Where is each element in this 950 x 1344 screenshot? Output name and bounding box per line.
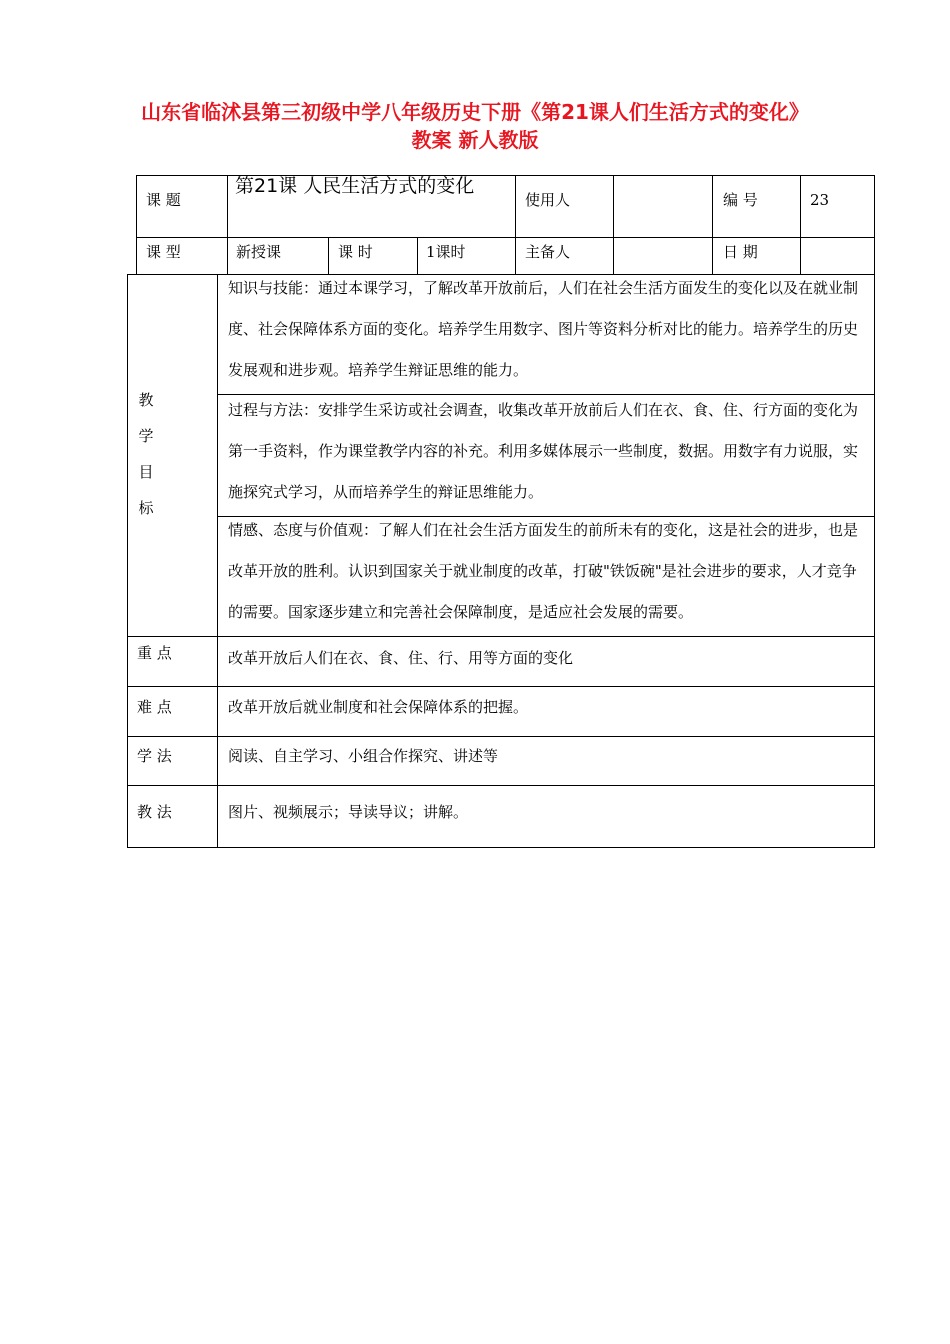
table-divider: [136, 237, 875, 238]
table-divider: [515, 175, 516, 275]
table-divider: [613, 175, 614, 275]
objectives-label-char: 教: [138, 391, 154, 409]
table-divider: [800, 175, 801, 275]
difficulty-value: 改革开放后就业制度和社会保障体系的把握。: [228, 698, 529, 716]
teach-method-value: 图片、视频展示；导读导议；讲解。: [228, 803, 469, 821]
table-divider: [227, 175, 228, 275]
hours-value: 1课时: [426, 243, 466, 261]
objectives-label-char: 目: [138, 463, 154, 481]
number-value: 23: [810, 191, 830, 209]
table-border-bottom: [127, 847, 875, 848]
objectives-label-char: 学: [138, 427, 154, 445]
key-point-label: 重 点: [137, 644, 172, 662]
table-divider: [127, 785, 875, 786]
type-value: 新授课: [236, 243, 282, 261]
number-label: 编 号: [723, 191, 758, 209]
table-divider: [712, 175, 713, 275]
table-divider: [127, 686, 875, 687]
table-border-left: [127, 274, 128, 848]
table-border-right: [874, 274, 875, 848]
topic-label: 课 题: [146, 191, 181, 209]
table-divider: [127, 736, 875, 737]
study-method-label: 学 法: [137, 747, 172, 765]
objectives-label-char: 标: [138, 499, 154, 517]
study-method-value: 阅读、自主学习、小组合作探究、讲述等: [228, 747, 499, 765]
type-label: 课 型: [146, 243, 181, 261]
preparer-label: 主备人: [525, 243, 571, 261]
hours-label: 课 时: [338, 243, 373, 261]
user-label: 使用人: [525, 191, 571, 209]
table-divider: [217, 274, 218, 848]
table-divider: [136, 175, 137, 275]
objectives-label: [136, 382, 156, 526]
date-label: 日 期: [723, 243, 758, 261]
title-line-2: 教案 新人教版: [411, 128, 539, 152]
title-line-1: 山东省临沭县第三初级中学八年级历史下册《第21课人们生活方式的变化》: [141, 100, 809, 124]
objective-process: 过程与方法：安排学生采访或社会调查，收集改革开放前后人们在衣、食、住、行方面的变化为第一手资料，作为课堂教学内容的补充。利用多媒体展示一些制度，数据。用数字有力说服，实施探究式学习，从而培养学生的辩证思维能力。: [228, 401, 859, 501]
difficulty-label: 难 点: [137, 698, 172, 716]
objective-knowledge: 知识与技能：通过本课学习，了解改革开放前后，人们在社会生活方面发生的变化以及在就业制度、社会保障体系方面的变化。培养学生用数字、图片等资料分析对比的能力。培养学生的历史发展观和进步观。培养学生辩证思维的能力。: [228, 279, 859, 379]
teach-method-label: 教 法: [137, 803, 172, 821]
table-divider: [874, 175, 875, 275]
topic-value: 第21课 人民生活方式的变化: [235, 175, 475, 197]
document-title: [60, 98, 890, 154]
objective-emotion: 情感、态度与价值观：了解人们在社会生活方面发生的前所未有的变化，这是社会的进步，也是改革开放的胜利。认识到国家关于就业制度的改革，打破"铁饭碗"是社会进步的要求，人才竞争的需要。国家逐步建立和完善社会保障制度，是适应社会发展的需要。: [228, 521, 859, 621]
table-divider: [127, 636, 875, 637]
key-point-value: 改革开放后人们在衣、食、住、行、用等方面的变化: [228, 649, 574, 667]
